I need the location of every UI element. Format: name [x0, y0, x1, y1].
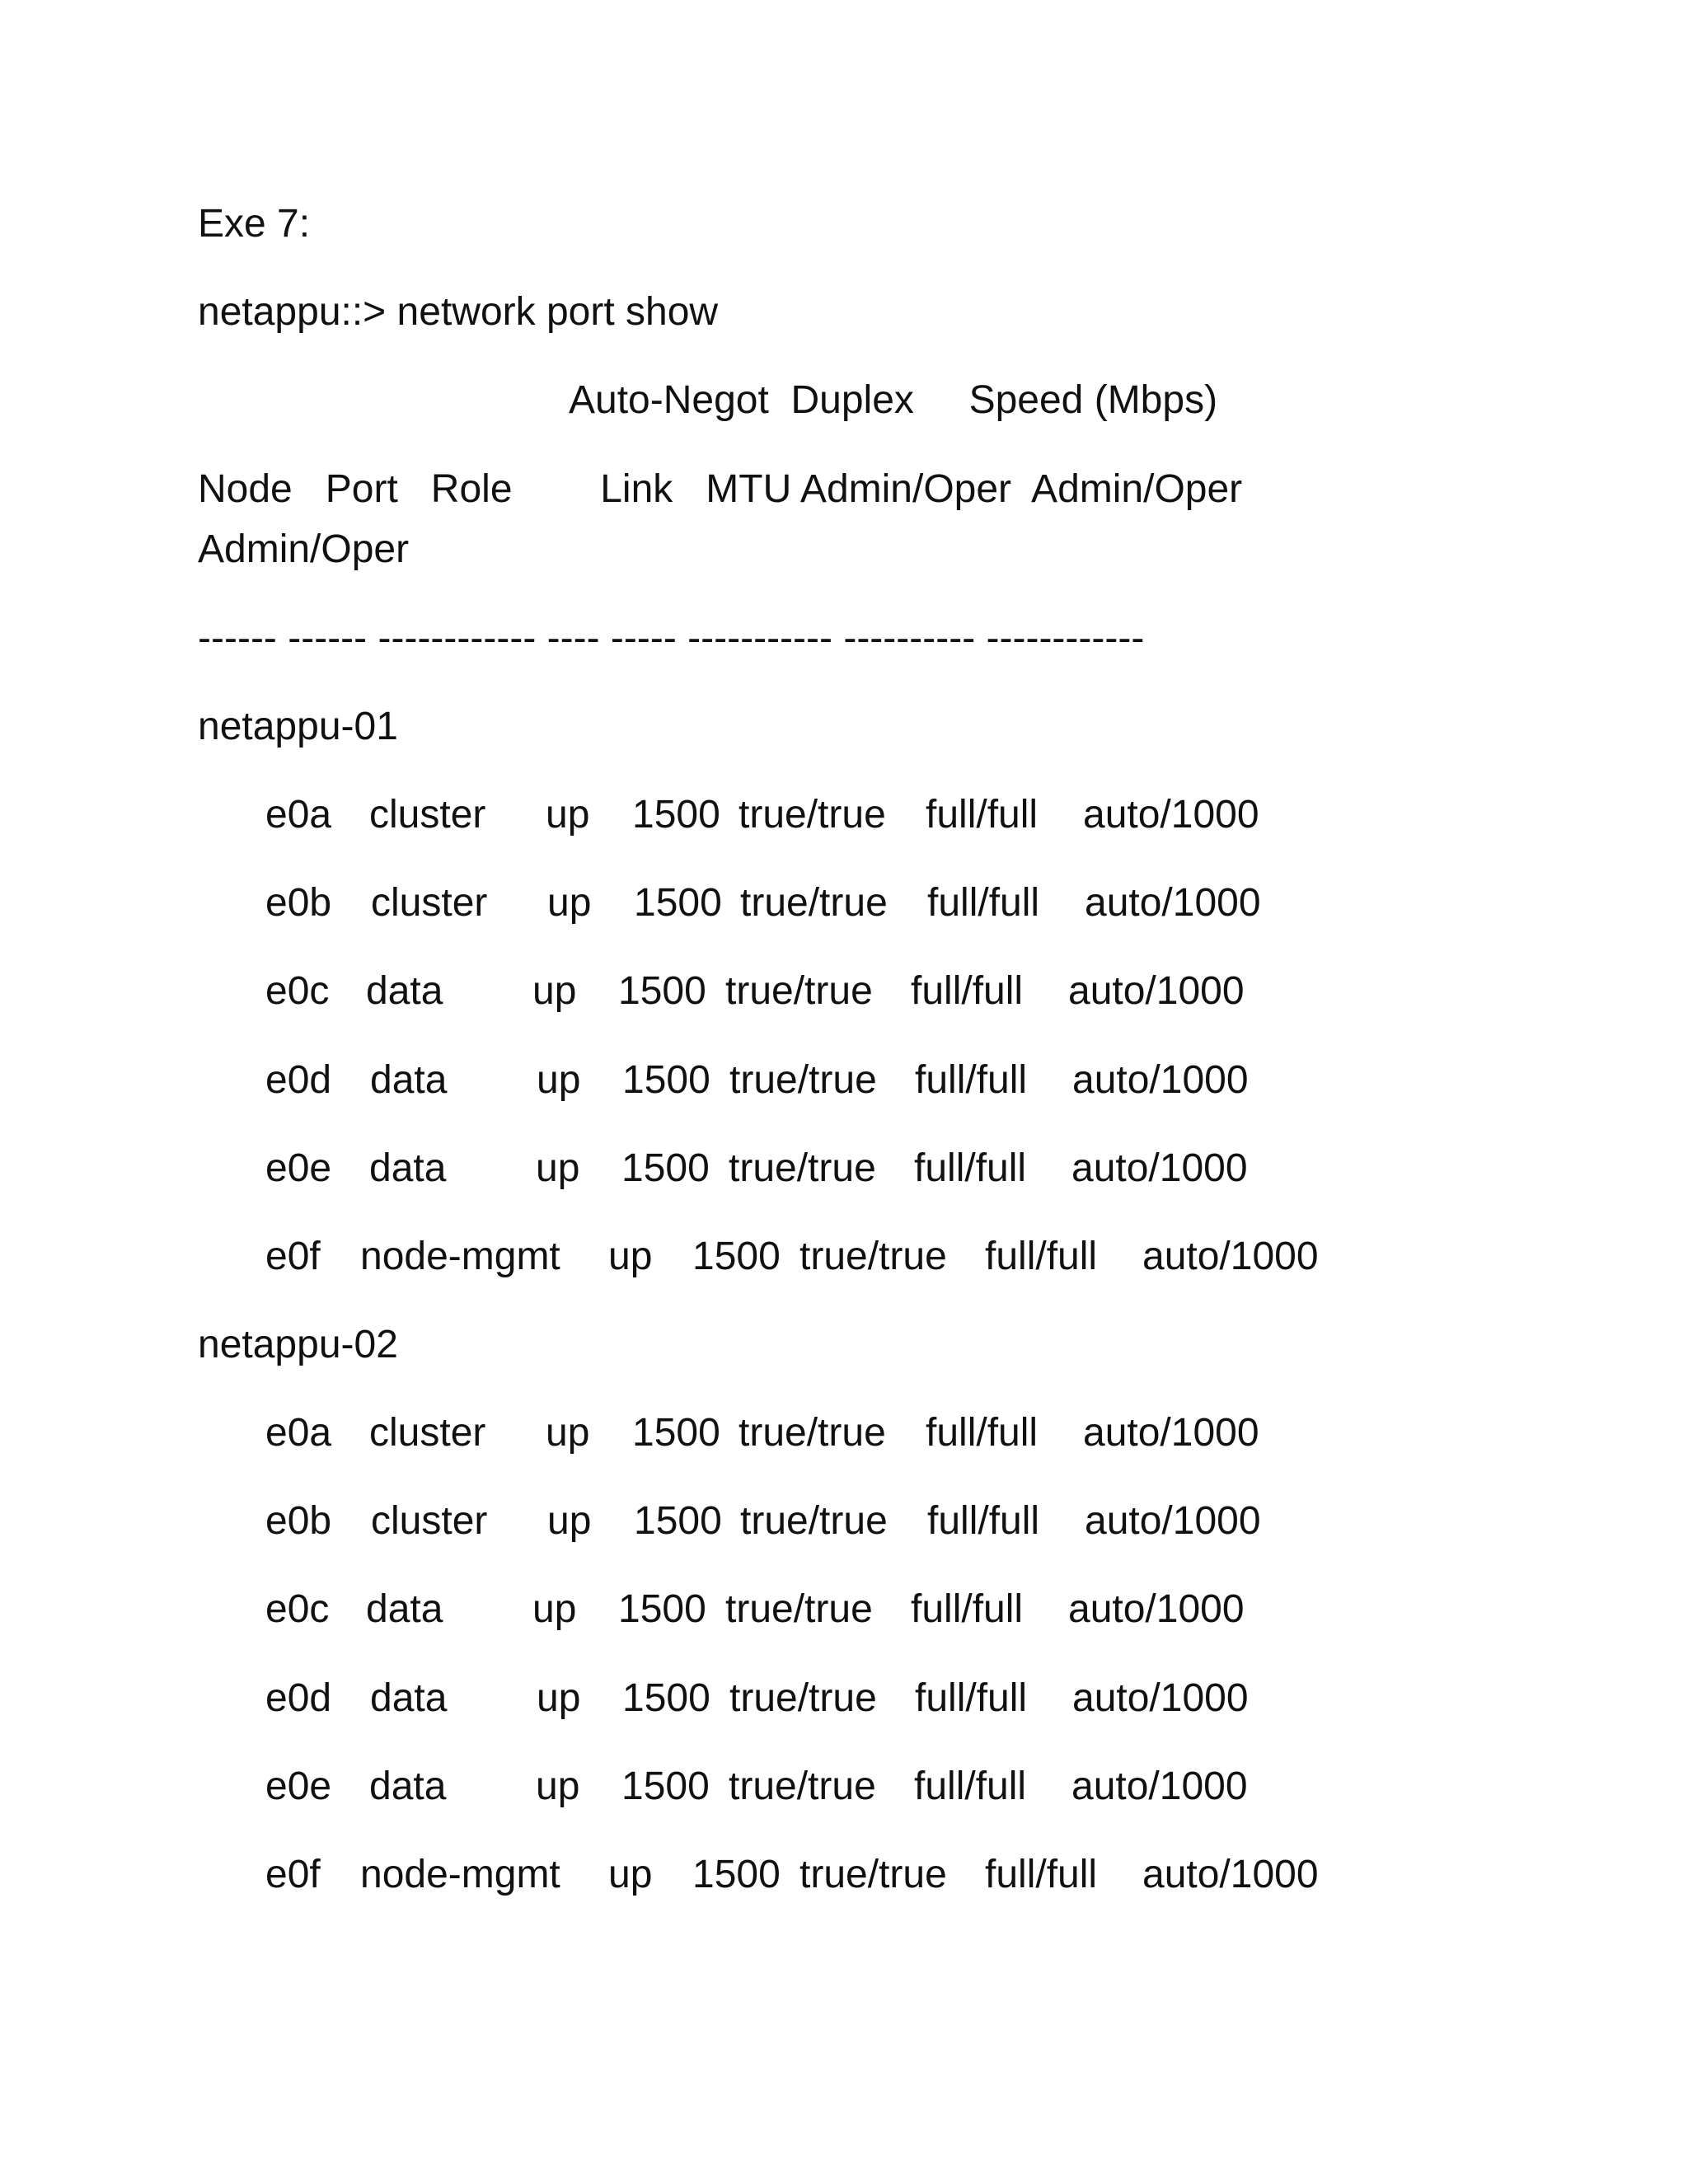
- cell-link: up: [546, 1411, 590, 1455]
- cell-port: e0b: [265, 1499, 332, 1544]
- cell-speed: auto/1000: [1085, 1499, 1261, 1544]
- cell-role: data: [369, 1764, 447, 1808]
- cell-port: e0f: [265, 1235, 321, 1278]
- cell-link: up: [537, 1675, 581, 1720]
- cell-role: data: [366, 969, 443, 1014]
- cell-autoneg: true/true: [725, 1587, 873, 1632]
- cell-port: e0d: [265, 1057, 332, 1102]
- cell-mtu: 1500: [621, 1764, 710, 1808]
- cell-duplex: full/full: [926, 793, 1039, 837]
- cell-duplex: full/full: [915, 1675, 1028, 1720]
- cell-autoneg: true/true: [740, 1499, 888, 1544]
- cell-role: data: [370, 1057, 448, 1102]
- cell-autoneg: true/true: [799, 1853, 947, 1896]
- cell-role: cluster: [371, 1499, 488, 1544]
- cell-duplex: full/full: [985, 1853, 1098, 1896]
- cell-duplex: full/full: [915, 1057, 1028, 1102]
- cell-autoneg: true/true: [738, 1411, 886, 1455]
- cell-speed: auto/1000: [1083, 1411, 1259, 1455]
- cell-link: up: [547, 881, 592, 926]
- cell-port: e0f: [265, 1853, 321, 1896]
- cell-autoneg: true/true: [799, 1235, 947, 1278]
- cell-autoneg: true/true: [738, 793, 886, 837]
- cell-link: up: [532, 969, 577, 1014]
- cell-link: up: [547, 1499, 592, 1544]
- cell-role: node-mgmt: [360, 1853, 560, 1896]
- cell-link: up: [608, 1235, 653, 1278]
- node-name-1: netappu-01: [198, 705, 398, 748]
- cell-autoneg: true/true: [729, 1675, 877, 1720]
- node-name-2: netappu-02: [198, 1323, 398, 1366]
- cell-port: e0c: [265, 1587, 330, 1632]
- cell-mtu: 1500: [622, 1675, 710, 1720]
- cell-mtu: 1500: [632, 1411, 720, 1455]
- cell-port: e0d: [265, 1675, 332, 1720]
- cell-mtu: 1500: [618, 1587, 706, 1632]
- cell-role: data: [370, 1675, 448, 1720]
- cell-port: e0c: [265, 969, 330, 1014]
- cell-speed: auto/1000: [1072, 1057, 1249, 1102]
- cell-link: up: [536, 1146, 580, 1190]
- cell-duplex: full/full: [911, 1587, 1024, 1632]
- cell-link: up: [536, 1764, 580, 1808]
- cell-role: cluster: [371, 881, 488, 926]
- cell-link: up: [537, 1057, 581, 1102]
- cell-role: data: [366, 1587, 443, 1632]
- cell-port: e0e: [265, 1146, 332, 1190]
- cell-role: node-mgmt: [360, 1235, 560, 1278]
- cell-autoneg: true/true: [725, 969, 873, 1014]
- cell-port: e0b: [265, 881, 332, 926]
- cell-duplex: full/full: [911, 969, 1024, 1014]
- cell-role: cluster: [369, 793, 486, 837]
- cell-mtu: 1500: [692, 1853, 781, 1896]
- cell-mtu: 1500: [634, 881, 722, 926]
- table-header-line-1: Auto-Negot Duplex Speed (Mbps): [569, 378, 1218, 422]
- cell-speed: auto/1000: [1071, 1764, 1248, 1808]
- exercise-heading: Exe 7:: [198, 202, 311, 246]
- cell-autoneg: true/true: [729, 1057, 877, 1102]
- cell-autoneg: true/true: [729, 1764, 876, 1808]
- cell-link: up: [608, 1853, 653, 1896]
- cell-role: cluster: [369, 1411, 486, 1455]
- cell-duplex: full/full: [914, 1146, 1027, 1190]
- cell-mtu: 1500: [692, 1235, 781, 1278]
- cell-port: e0a: [265, 793, 332, 837]
- cell-speed: auto/1000: [1142, 1235, 1319, 1278]
- cell-speed: auto/1000: [1068, 969, 1245, 1014]
- cell-autoneg: true/true: [740, 881, 888, 926]
- command-line: netappu::> network port show: [198, 290, 719, 334]
- cell-speed: auto/1000: [1142, 1853, 1319, 1896]
- cell-port: e0a: [265, 1411, 332, 1455]
- cell-mtu: 1500: [621, 1146, 710, 1190]
- cell-autoneg: true/true: [729, 1146, 876, 1190]
- cell-speed: auto/1000: [1085, 881, 1261, 926]
- cell-role: data: [369, 1146, 447, 1190]
- cell-mtu: 1500: [634, 1499, 722, 1544]
- cell-mtu: 1500: [622, 1057, 710, 1102]
- cell-duplex: full/full: [914, 1764, 1027, 1808]
- cell-duplex: full/full: [927, 1499, 1040, 1544]
- cell-duplex: full/full: [927, 881, 1040, 926]
- cell-mtu: 1500: [632, 793, 720, 837]
- table-header-line-2-wrap: Admin/Oper: [198, 527, 410, 571]
- cell-port: e0e: [265, 1764, 332, 1808]
- cell-speed: auto/1000: [1068, 1587, 1245, 1632]
- cell-mtu: 1500: [618, 969, 706, 1014]
- cell-duplex: full/full: [926, 1411, 1039, 1455]
- table-separator: ------ ------ ------------ ---- ----- ----------- ---------- ------------: [198, 616, 1145, 660]
- cell-link: up: [532, 1587, 577, 1632]
- cell-speed: auto/1000: [1083, 793, 1259, 837]
- cell-speed: auto/1000: [1072, 1675, 1249, 1720]
- table-header-line-2: Node Port Role Link MTU Admin/Oper Admin/Oper: [198, 467, 1243, 511]
- cell-link: up: [546, 793, 590, 837]
- cell-duplex: full/full: [985, 1235, 1098, 1278]
- cell-speed: auto/1000: [1071, 1146, 1248, 1190]
